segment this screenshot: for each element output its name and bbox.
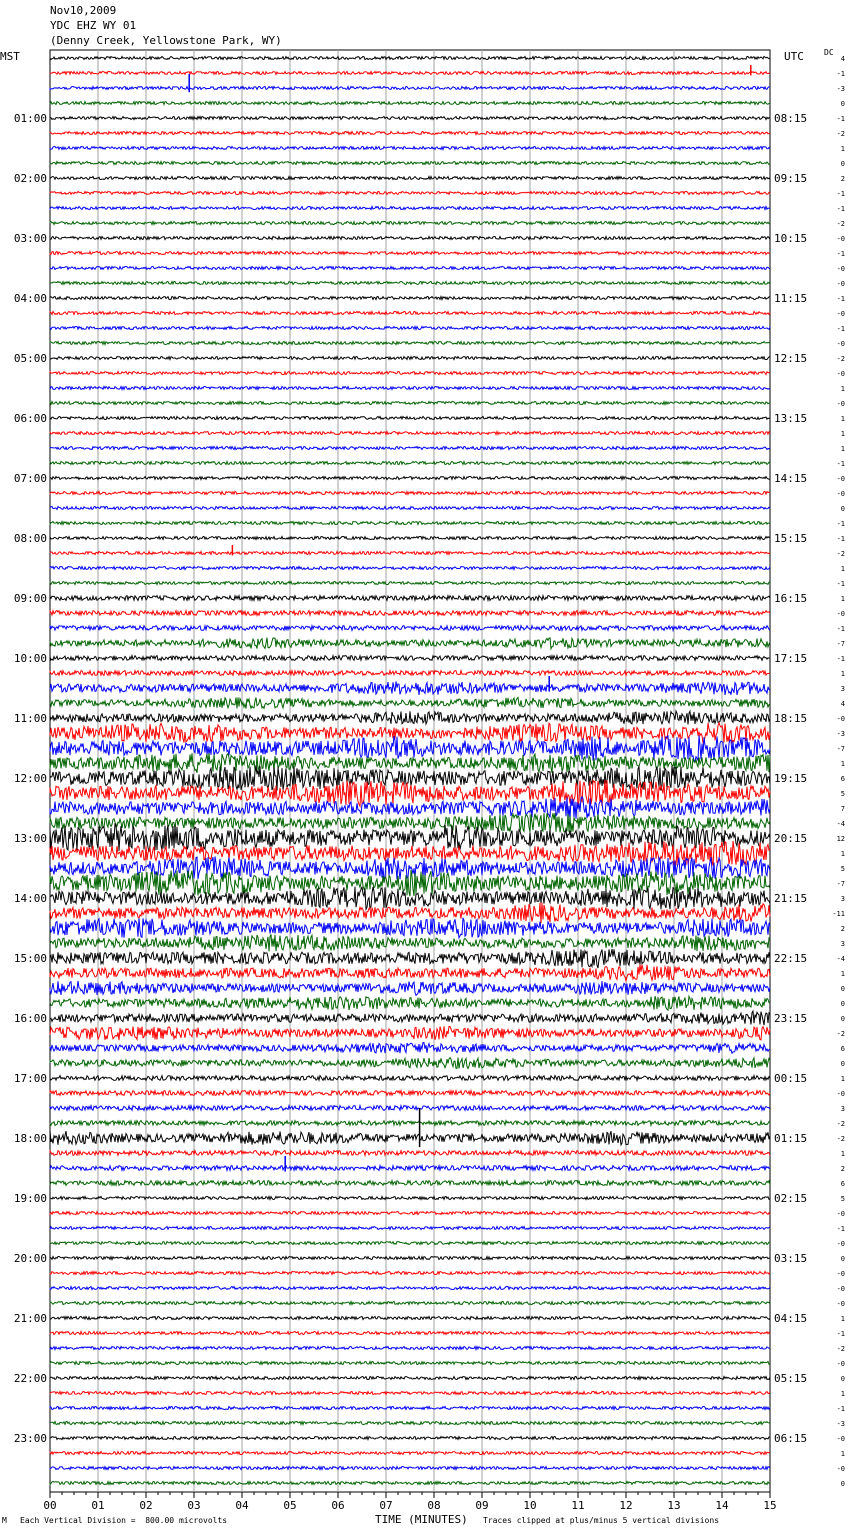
dc-offset-label: 0 [840, 985, 845, 993]
seismic-trace [50, 177, 770, 180]
seismic-trace [50, 1181, 770, 1186]
dc-offset-label: -0 [836, 280, 845, 288]
header-location: (Denny Creek, Yellowstone Park, WY) [50, 34, 282, 47]
dc-offset-label: -2 [836, 1135, 845, 1143]
seismic-trace [50, 1242, 770, 1245]
mst-hour-label: 14:00 [13, 892, 47, 905]
seismic-trace [50, 1257, 770, 1260]
utc-hour-label: 05:15 [774, 1372, 808, 1385]
right-timezone-label: UTC [784, 50, 804, 63]
mst-hour-label: 15:00 [13, 952, 47, 965]
dc-offset-label: 6 [840, 775, 845, 783]
mst-hour-label: 18:00 [13, 1132, 47, 1145]
x-tick-label: 05 [283, 1499, 297, 1512]
x-tick-label: 14 [715, 1499, 729, 1512]
seismic-trace [50, 813, 770, 832]
seismic-trace [50, 1151, 770, 1156]
dc-offset-label: -1 [836, 1225, 845, 1233]
dc-offset-label: 1 [840, 415, 845, 423]
seismic-trace [50, 1091, 770, 1096]
dc-offset-label: -0 [836, 1240, 845, 1248]
seismic-trace [50, 1121, 770, 1126]
seismic-trace [50, 357, 770, 360]
mst-hour-label: 10:00 [13, 652, 47, 665]
seismic-trace [50, 735, 770, 761]
dc-offset-label: -7 [836, 745, 845, 753]
seismic-trace [50, 1452, 770, 1455]
dc-offset-label: -2 [836, 355, 845, 363]
dc-offset-label: -3 [836, 1420, 845, 1428]
mst-hour-label: 08:00 [13, 532, 47, 545]
dc-offset-label: -0 [836, 1360, 845, 1368]
dc-offset-label: 1 [840, 1075, 845, 1083]
seismic-trace [50, 824, 770, 852]
seismic-trace [50, 327, 770, 330]
dc-offset-label: -0 [836, 475, 845, 483]
mst-hour-label: 20:00 [13, 1252, 47, 1265]
seismic-trace [50, 656, 770, 661]
utc-hour-label: 19:15 [774, 772, 808, 785]
utc-hour-label: 02:15 [774, 1192, 808, 1205]
dc-label: DC [824, 48, 834, 57]
seismic-trace [50, 432, 770, 435]
dc-offset-label: -1 [836, 520, 845, 528]
seismic-trace [50, 372, 770, 375]
dc-offset-label: 1 [840, 1315, 845, 1323]
dc-offset-label: 6 [840, 1045, 845, 1053]
dc-offset-label: -4 [836, 955, 845, 963]
dc-offset-label: 7 [840, 805, 845, 813]
x-tick-label: 03 [187, 1499, 201, 1512]
seismic-trace [50, 1362, 770, 1365]
x-tick-label: 06 [331, 1499, 345, 1512]
seismic-trace [50, 1106, 770, 1111]
mst-hour-label: 09:00 [13, 592, 47, 605]
dc-offset-label: -1 [836, 190, 845, 198]
dc-offset-label: -7 [836, 640, 845, 648]
dc-offset-label: -1 [836, 625, 845, 633]
dc-offset-label: -1 [836, 250, 845, 258]
seismic-trace [50, 552, 770, 555]
seismic-trace [50, 1407, 770, 1410]
mst-hour-label: 12:00 [13, 772, 47, 785]
seismic-trace [50, 222, 770, 225]
dc-offset-label: -0 [836, 370, 845, 378]
seismic-trace [50, 965, 770, 981]
dc-offset-label: -1 [836, 205, 845, 213]
dc-offset-label: -0 [836, 235, 845, 243]
seismic-trace [50, 522, 770, 525]
dc-offset-label: 1 [840, 565, 845, 573]
dc-offset-label: -1 [836, 1330, 845, 1338]
dc-offset-label: 1 [840, 760, 845, 768]
dc-offset-label: 1 [840, 850, 845, 858]
seismic-trace [50, 417, 770, 420]
utc-hour-label: 18:15 [774, 712, 808, 725]
x-tick-label: 10 [523, 1499, 537, 1512]
utc-hour-label: 01:15 [774, 1132, 808, 1145]
dc-offset-label: -2 [836, 220, 845, 228]
seismic-trace [50, 611, 770, 616]
seismic-trace [50, 87, 770, 90]
dc-offset-label: -3 [836, 730, 845, 738]
seismic-trace [50, 117, 770, 120]
dc-offset-label: -0 [836, 1090, 845, 1098]
seismic-trace [50, 1011, 770, 1025]
dc-offset-label: 1 [840, 385, 845, 393]
seismic-trace [50, 492, 770, 495]
utc-hour-label: 22:15 [774, 952, 808, 965]
dc-offset-label: -0 [836, 1210, 845, 1218]
x-tick-label: 07 [379, 1499, 393, 1512]
x-axis-title: TIME (MINUTES) [375, 1513, 468, 1526]
x-tick-label: 02 [139, 1499, 153, 1512]
seismic-trace [50, 797, 770, 820]
dc-offset-label: -4 [836, 820, 845, 828]
seismic-trace [50, 237, 770, 240]
seismic-trace [50, 582, 770, 585]
dc-offset-label: 1 [840, 1390, 845, 1398]
seismic-trace [50, 507, 770, 510]
seismic-trace [50, 996, 770, 1010]
dc-offset-label: 6 [840, 1180, 845, 1188]
x-tick-label: 00 [43, 1499, 57, 1512]
utc-hour-label: 00:15 [774, 1072, 808, 1085]
dc-offset-label: 1 [840, 445, 845, 453]
seismic-trace [50, 1131, 770, 1145]
seismic-trace [50, 753, 770, 773]
dc-offset-label: -11 [832, 910, 845, 918]
dc-offset-label: 1 [840, 430, 845, 438]
clip-note: Traces clipped at plus/minus 5 vertical divisions [483, 1516, 720, 1525]
dc-offset-label: -1 [836, 70, 845, 78]
mst-hour-label: 21:00 [13, 1312, 47, 1325]
dc-offset-label: -1 [836, 325, 845, 333]
mst-hour-label: 06:00 [13, 412, 47, 425]
seismic-trace [50, 1076, 770, 1081]
dc-offset-label: 5 [840, 1195, 845, 1203]
seismic-trace [50, 1287, 770, 1290]
mst-hour-label: 07:00 [13, 472, 47, 485]
seismic-trace [50, 1058, 770, 1069]
seismic-trace [50, 1212, 770, 1215]
seismic-trace [50, 626, 770, 631]
dc-offset-label: 1 [840, 1450, 845, 1458]
x-tick-label: 11 [571, 1499, 585, 1512]
seismic-trace [50, 1166, 770, 1171]
dc-offset-label: 12 [836, 835, 845, 843]
dc-offset-label: -2 [836, 1345, 845, 1353]
dc-offset-label: -0 [836, 310, 845, 318]
seismic-trace [50, 1317, 770, 1320]
utc-hour-label: 03:15 [774, 1252, 808, 1265]
seismic-trace [50, 638, 770, 649]
dc-offset-label: 5 [840, 865, 845, 873]
dc-offset-label: 3 [840, 685, 845, 693]
dc-offset-label: -0 [836, 1285, 845, 1293]
dc-offset-label: -0 [836, 1465, 845, 1473]
seismic-trace [50, 1197, 770, 1200]
dc-offset-label: 1 [840, 145, 845, 153]
mst-hour-label: 01:00 [13, 112, 47, 125]
mst-hour-label: 04:00 [13, 292, 47, 305]
mst-hour-label: 17:00 [13, 1072, 47, 1085]
dc-offset-label: 0 [840, 1480, 845, 1488]
utc-hour-label: 11:15 [774, 292, 808, 305]
dc-offset-label: -0 [836, 490, 845, 498]
seismic-trace [50, 1332, 770, 1335]
dc-offset-label: 0 [840, 1255, 845, 1263]
seismic-trace [50, 918, 770, 938]
dc-offset-label: -1 [836, 655, 845, 663]
seismic-trace [50, 282, 770, 285]
dc-offset-label: -1 [836, 535, 845, 543]
utc-hour-label: 13:15 [774, 412, 808, 425]
seismic-trace [50, 147, 770, 150]
dc-offset-label: -2 [836, 1120, 845, 1128]
seismic-trace [50, 537, 770, 540]
seismic-trace [50, 681, 770, 695]
dc-offset-label: 0 [840, 1375, 845, 1383]
seismic-trace [50, 207, 770, 210]
left-timezone-label: MST [0, 50, 20, 63]
dc-offset-label: -0 [836, 715, 845, 723]
dc-offset-label: -7 [836, 880, 845, 888]
seismic-trace [50, 934, 770, 951]
seismic-trace [50, 765, 770, 790]
seismic-trace [50, 57, 770, 60]
dc-offset-label: -2 [836, 1030, 845, 1038]
mst-hour-label: 13:00 [13, 832, 47, 845]
utc-hour-label: 10:15 [774, 232, 808, 245]
dc-offset-label: -1 [836, 115, 845, 123]
x-tick-label: 09 [475, 1499, 489, 1512]
dc-offset-label: -0 [836, 400, 845, 408]
seismic-trace [50, 447, 770, 450]
seismic-trace [50, 402, 770, 405]
seismic-trace [50, 567, 770, 570]
corner-mark: M [2, 1516, 7, 1525]
x-tick-label: 08 [427, 1499, 441, 1512]
seismic-trace [50, 1227, 770, 1230]
seismic-trace [50, 1347, 770, 1350]
mst-hour-label: 16:00 [13, 1012, 47, 1025]
header-station: YDC EHZ WY 01 [50, 19, 137, 32]
seismic-trace [50, 162, 770, 165]
seismic-trace [50, 1422, 770, 1425]
seismic-trace [50, 711, 770, 725]
utc-hour-label: 21:15 [774, 892, 808, 905]
seismic-trace [50, 387, 770, 390]
dc-offset-label: -0 [836, 1300, 845, 1308]
dc-offset-label: 1 [840, 670, 845, 678]
dc-offset-label: 2 [840, 925, 845, 933]
utc-hour-label: 09:15 [774, 172, 808, 185]
dc-offset-label: 3 [840, 895, 845, 903]
dc-offset-label: -1 [836, 580, 845, 588]
mst-hour-label: 03:00 [13, 232, 47, 245]
dc-offset-label: -1 [836, 1405, 845, 1413]
mst-hour-label: 23:00 [13, 1432, 47, 1445]
dc-offset-label: -3 [836, 85, 845, 93]
plot-frame [50, 50, 770, 1492]
seismic-trace [50, 72, 770, 75]
x-tick-label: 01 [91, 1499, 105, 1512]
dc-offset-label: -0 [836, 265, 845, 273]
mst-hour-label: 02:00 [13, 172, 47, 185]
utc-hour-label: 15:15 [774, 532, 808, 545]
seismic-trace [50, 192, 770, 195]
dc-offset-label: 0 [840, 1060, 845, 1068]
seismic-trace [50, 671, 770, 676]
seismic-trace [50, 857, 770, 880]
seismic-trace [50, 297, 770, 300]
seismic-trace [50, 1392, 770, 1395]
seismic-trace [50, 1302, 770, 1305]
x-tick-label: 15 [763, 1499, 777, 1512]
seismic-trace [50, 1482, 770, 1485]
seismic-trace [50, 462, 770, 465]
seismic-trace [50, 949, 770, 968]
x-tick-label: 04 [235, 1499, 249, 1512]
dc-offset-label: 4 [840, 55, 845, 63]
dc-offset-label: 3 [840, 940, 845, 948]
dc-offset-label: -1 [836, 295, 845, 303]
dc-offset-label: 0 [840, 1015, 845, 1023]
utc-hour-label: 08:15 [774, 112, 808, 125]
dc-offset-label: -1 [836, 460, 845, 468]
utc-hour-label: 14:15 [774, 472, 808, 485]
utc-hour-label: 20:15 [774, 832, 808, 845]
dc-offset-label: 2 [840, 1165, 845, 1173]
dc-offset-label: 0 [840, 100, 845, 108]
dc-offset-label: 5 [840, 790, 845, 798]
mst-hour-label: 22:00 [13, 1372, 47, 1385]
seismic-trace [50, 267, 770, 270]
utc-hour-label: 06:15 [774, 1432, 808, 1445]
dc-offset-label: 1 [840, 595, 845, 603]
utc-hour-label: 16:15 [774, 592, 808, 605]
dc-offset-label: -0 [836, 610, 845, 618]
utc-hour-label: 17:15 [774, 652, 808, 665]
utc-hour-label: 12:15 [774, 352, 808, 365]
seismic-trace [50, 1467, 770, 1470]
mst-hour-label: 19:00 [13, 1192, 47, 1205]
seismic-trace [50, 1026, 770, 1040]
seismic-trace [50, 596, 770, 601]
seismic-trace [50, 1043, 770, 1054]
seismic-trace [50, 252, 770, 255]
dc-offset-label: 0 [840, 160, 845, 168]
seismic-trace [50, 981, 770, 995]
mst-hour-label: 11:00 [13, 712, 47, 725]
dc-offset-label: -0 [836, 1270, 845, 1278]
seismic-trace [50, 132, 770, 135]
dc-offset-label: -0 [836, 1435, 845, 1443]
dc-offset-label: 0 [840, 1000, 845, 1008]
dc-offset-label: -2 [836, 550, 845, 558]
seismic-trace [50, 697, 770, 708]
dc-offset-label: 2 [840, 175, 845, 183]
utc-hour-label: 23:15 [774, 1012, 808, 1025]
x-tick-label: 13 [667, 1499, 681, 1512]
seismic-trace [50, 1377, 770, 1380]
utc-hour-label: 04:15 [774, 1312, 808, 1325]
dc-offset-label: 0 [840, 505, 845, 513]
seismic-trace [50, 342, 770, 345]
dc-offset-label: 1 [840, 970, 845, 978]
scale-note: Each Vertical Division = 800.00 microvolts [20, 1516, 228, 1525]
dc-offset-label: 3 [840, 1105, 845, 1113]
seismic-trace [50, 102, 770, 105]
seismic-trace [50, 1272, 770, 1275]
seismic-trace [50, 477, 770, 480]
dc-offset-label: -2 [836, 130, 845, 138]
seismic-trace [50, 312, 770, 315]
dc-offset-label: 4 [840, 700, 845, 708]
header-date: Nov10,2009 [50, 4, 117, 17]
mst-hour-label: 05:00 [13, 352, 47, 365]
x-tick-label: 12 [619, 1499, 633, 1512]
dc-offset-label: 1 [840, 1150, 845, 1158]
seismic-trace [50, 1437, 770, 1440]
dc-offset-label: -0 [836, 340, 845, 348]
